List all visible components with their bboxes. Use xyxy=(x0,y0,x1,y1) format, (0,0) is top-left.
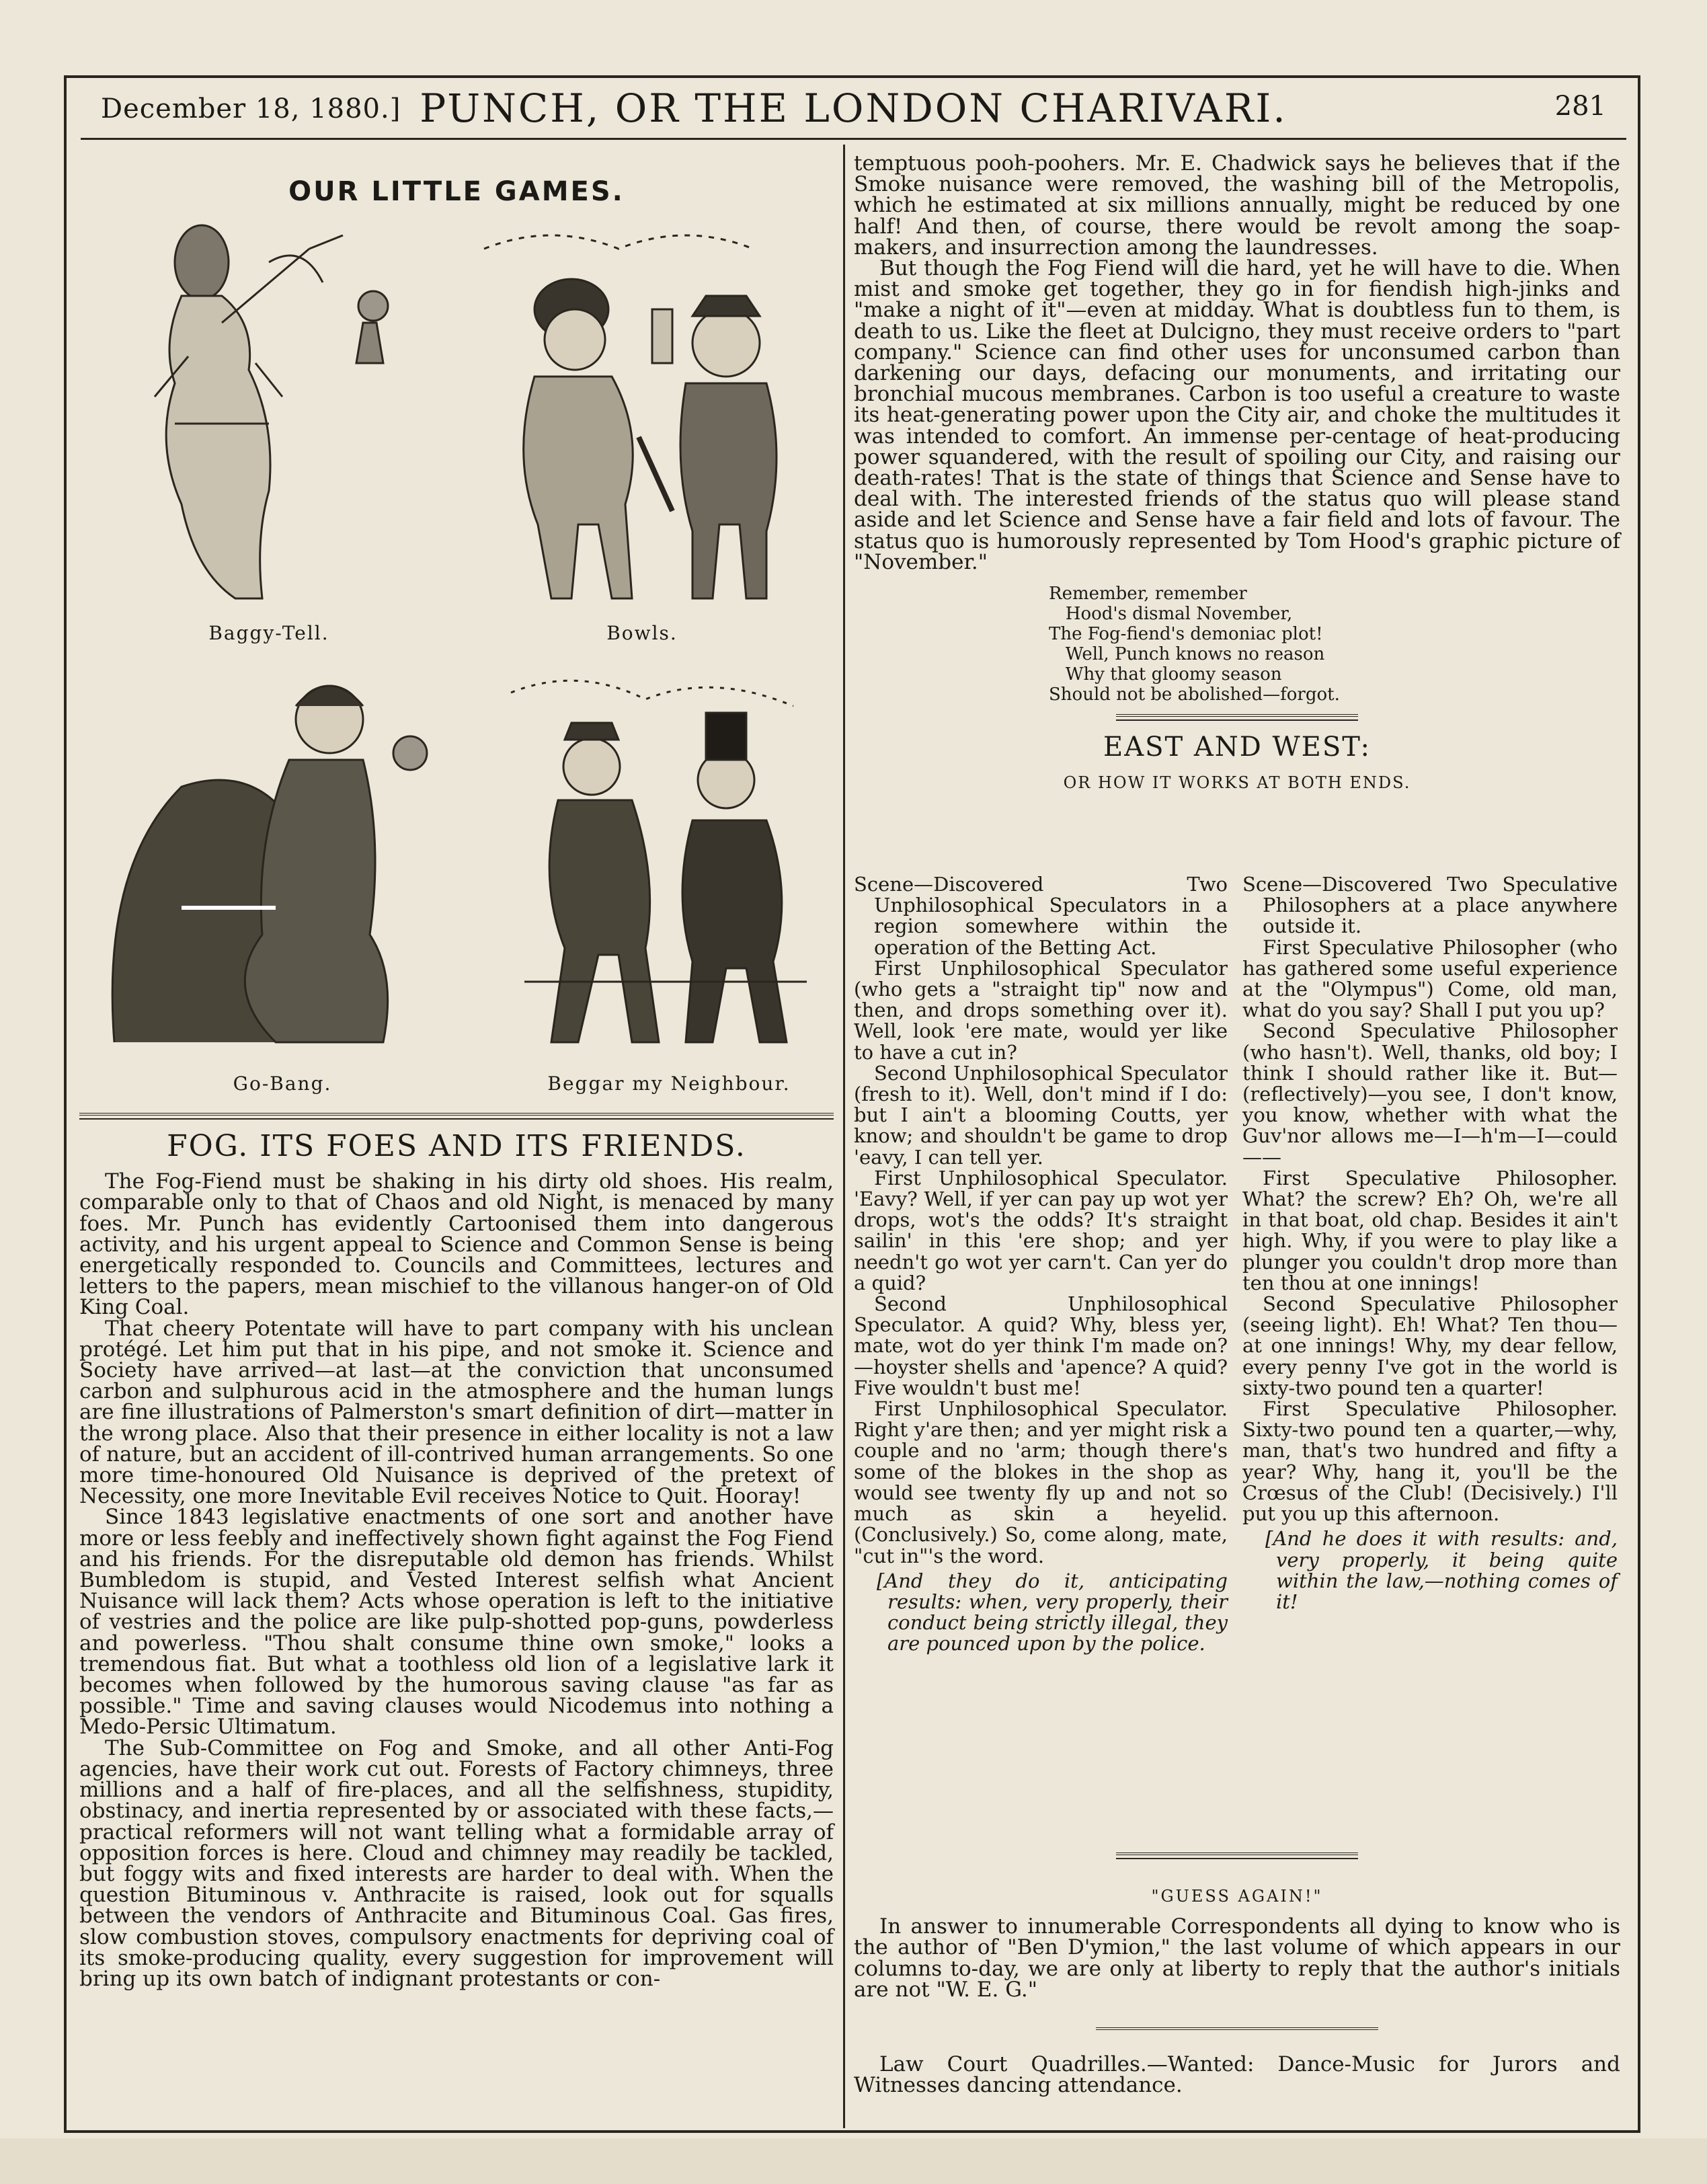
page-header xyxy=(101,84,1606,138)
cartoon-go-bang xyxy=(101,666,450,1069)
dialogue-line: First Speculative Philosopher (who has gathered some useful experience at the "Olympus") Come, old man, what do you say? Shall I put you up? xyxy=(1242,935,1618,1022)
caption-baggy-tell: Baggy-Tell. xyxy=(208,622,329,644)
fog-paragraph: The Sub-Committee on Fog and Smoke, and all other Anti-Fog agencies, have their work cut out. Forests of Factory chimneys, three millions and a half of fire-places, and all the selfishness, stupidity, obstinacy, and inertia represented by or associated with these facts,—practical reformers will not want telling what a formidable array of opposition forces is here. Cloud and chimney may readily be tackled, but foggy wits and fixed interests are harder to deal with. When the question Bituminous v. Anthracite is raised, look out for squalls between the vendors of Anthracite and Bituminous Coal. Gas fires, slow combustion stoves, compulsory enactments for depriving coal of its smoke-producing quality, every suggestion for improvement will bring up its own batch of indignant protestants or con- xyxy=(79,1736,834,1991)
dialogue-line: First Unphilosophical Speculator (who gets a "straight tip" now and then, and drops something over it). Well, look 'ere mate, would yer like to have a cut in? xyxy=(854,956,1228,1064)
header-rule xyxy=(81,138,1626,140)
fog-paragraph: That cheery Potentate will have to part company with his unclean protégé. Let him put that in his pipe, and not smoke it. Science and Society have arrived—at last—at the conviction that unconsumed carbon and sulphurous acid in the atmosphere and the human lungs are fine illustrations of Palmerston's smart definition of dirt—matter in the wrong place. Also that their presence in either locality is not a law of nature, but an accident of ill-contrived human arrangements. So one more time-honoured Old Nuisance is deprived of the pretext of Necessity, one more Inevitable Evil receives Notice to Quit. Hooray! xyxy=(79,1316,834,1509)
dialogue-line: First Speculative Philosopher. What? the screw? Eh? Oh, we're all in that boat, old chap. Besides it ain't high. Why, if you were to play like a plunger you couldn't drop more than ten thou at one innings! xyxy=(1242,1166,1618,1294)
cartoon-bowls xyxy=(471,222,820,625)
dialogue-line: Second Unphilosophical Speculator (fresh to it). Well, don't mind if I do: but I ain't a blooming Coutts, yer know; and shouldn't be game to drop 'eavy, I can tell yer. xyxy=(854,1061,1228,1169)
cartoon-beggar-my-neighbour xyxy=(484,666,834,1069)
section-rule xyxy=(1116,714,1358,721)
section-rule xyxy=(1116,1852,1358,1859)
stage-direction: [And he does it with results: and, very properly, it being quite within the law,—nothing comes of it! xyxy=(1265,1527,1618,1613)
fog-paragraph: The Fog-Fiend must be shaking in his dirty old shoes. His realm, comparable only to that of Chaos and old Night, is menaced by many foes. Mr. Punch has evidently Cartoonised them into dangerous activity, and his urgent appeal to Science and Common Sense is being energetically responded to. Councils and Committees, lectures and letters to the papers, mean mischief to the villanous hanger-on of Old King Coal. xyxy=(79,1169,834,1320)
east-west-title: EAST AND WEST: xyxy=(1103,732,1371,763)
dialogue-line: Second Speculative Philosopher (who hasn't). Well, thanks, old boy; I think I should rather like it. But—(reflectively)—you see, I don't know, you know, whether with what the Guv'nor allows me—I—h'm—I—could—— xyxy=(1242,1019,1618,1169)
page-margin xyxy=(0,2138,1707,2184)
dialogue-line: Scene—Discovered Two Unphilosophical Speculators in a region somewhere within the operation of the Betting Act. xyxy=(854,873,1228,959)
poem-line: Hood's dismal November, xyxy=(1049,604,1293,625)
fog-continuation: But though the Fog Fiend will die hard, yet he will have to die. When mist and smoke get together, they go in for fiendish high-jinks and "make a night of it"—even at midday. What is doubtless fun to them, is death to us. Like the fleet at Dulcigno, they must receive orders to "part company." Science can find other uses for unconsumed carbon than darkening our days, defacing our monuments, and irritating our bronchial mucous membranes. Carbon is too useful a creature to waste its heat-generating power upon the City air, and choke the multitudes it was intended to comfort. An immense per-centage of heat-producing power squandered, with the result of spoiling our City, and raising our death-rates! That is the state of things that Science and Sense have to deal with. The interested friends of the status quo will please stand aside and let Science and Sense have a fair field and lots of favour. The status quo is humorously represented by Tom Hood's graphic picture of "November." xyxy=(854,256,1620,574)
caption-beggar-my-neighbour: Beggar my Neighbour. xyxy=(547,1072,791,1095)
fog-article xyxy=(79,1113,834,1990)
caption-go-bang: Go-Bang. xyxy=(233,1072,332,1095)
poem-line: Should not be abolished—forgot. xyxy=(1049,685,1340,705)
east-west-subtitle: OR HOW IT WORKS AT BOTH ENDS. xyxy=(1063,773,1411,793)
poem-line: The Fog-fiend's demoniac plot! xyxy=(1049,624,1323,645)
hood-poem xyxy=(1049,584,1425,705)
dialogue-line: First Unphilosophical Speculator. 'Eavy? Well, if yer can pay up wot yer drops, wot's the odds? It's straight sailin' in this 'ere shop; and yer needn't go wot yer carn't. Can yer do a quid? xyxy=(854,1166,1228,1294)
east-west-left-column xyxy=(854,874,1228,1655)
section-rule xyxy=(79,1113,834,1120)
east-west-right-column xyxy=(1242,874,1618,1612)
dialogue-line: Second Unphilosophical Speculator. A quid? Why, bless yer, mate, wot do yer think I'm made on?—hoyster shells and 'apence? A quid? Five wouldn't bust me! xyxy=(854,1292,1228,1399)
fog-continuation: temptuous pooh-poohers. Mr. E. Chadwick says he believes that if the Smoke nuisance were removed, the washing bill of the Metropolis, which he estimated at six millions annually, might be reduced by one half! And then, of course, there would be revolt among the soap-makers, and insurrection among the laundresses. xyxy=(854,151,1620,260)
dialogue-line: First Speculative Philosopher. Sixty-two pound ten a quarter,—why, man, that's two hundred and fifty a year? Why, hang it, you'll be the Crœsus of the Club! (Decisively.) I'll put you up this afternoon. xyxy=(1242,1397,1618,1526)
page-number: 281 xyxy=(1554,91,1606,122)
poem-line: Well, Punch knows no reason xyxy=(1049,644,1325,665)
masthead: PUNCH, OR THE LONDON CHARIVARI. xyxy=(420,85,1287,131)
poem-line: Why that gloomy season xyxy=(1049,664,1282,685)
right-column xyxy=(854,153,1620,806)
stage-direction: [And they do it, anticipating results: when, very properly, their conduct being strictly illegal, they are pounced upon by the police. xyxy=(877,1569,1228,1655)
guess-again-title: "GUESS AGAIN!" xyxy=(1151,1887,1323,1906)
issue-date: December 18, 1880.] xyxy=(101,93,401,124)
section-rule xyxy=(1096,2027,1378,2030)
dialogue-line: First Unphilosophical Speculator. Right y'are then; and yer might risk a couple and no 'arm; though there's some of the blokes in the shop as would see twenty fly up and not so much as skin a heyelid. (Conclusively.) So, come along, mate, "cut in"'s the word. xyxy=(854,1397,1228,1567)
guess-again-text: In answer to innumerable Correspondents all dying to know who is the author of "Ben D'ymion," the last volume of which appears in our columns to-day, we are only at liberty to reply that the author's initials are not "W. E. G." xyxy=(854,1914,1620,2002)
dialogue-line: Scene—Discovered Two Speculative Philosophers at a place anywhere outside it. xyxy=(1242,873,1618,938)
poem-line: Remember, remember xyxy=(1049,584,1247,604)
law-court-notice: Law Court Quadrilles.—Wanted: Dance-Music for Jurors and Witnesses dancing attendance. xyxy=(854,2052,1620,2098)
dialogue-line: Second Speculative Philosopher (seeing light). Eh! What? Ten thou—at one innings! Why, my dear fellow, every penny I've got in the world is sixty-two pound ten a quarter! xyxy=(1242,1292,1618,1399)
guess-again-section xyxy=(854,1852,1620,2096)
column-divider xyxy=(843,145,845,2128)
cartoons-title: OUR LITTLE GAMES. xyxy=(288,176,625,207)
caption-bowls: Bowls. xyxy=(606,622,678,644)
fog-paragraph: Since 1843 legislative enactments of one sort and another have more or less feebly and ineffectively shown fight against the Fog Fiend and his friends. For the disreputable old demon has friends. Whilst Bumbledom is stupid, and Vested Interest selfish what Ancient Nuisance will lack them? Acts whose operation is left to the initiative of vestries and the police are like pulp-shotted pop-guns, powderless and powerless. "Thou shalt consume thine own smoke," looks a tremendous fiat. But what a toothless old lion of a legislative lark it becomes when followed by the humorous saving clause "as far as possible." Time and saving clauses would Nicodemus into nothing a Medo-Persic Ultimatum. xyxy=(79,1505,834,1740)
cartoon-baggy-tell xyxy=(101,222,437,625)
fog-article-title: FOG. ITS FOES AND ITS FRIENDS. xyxy=(167,1129,746,1163)
